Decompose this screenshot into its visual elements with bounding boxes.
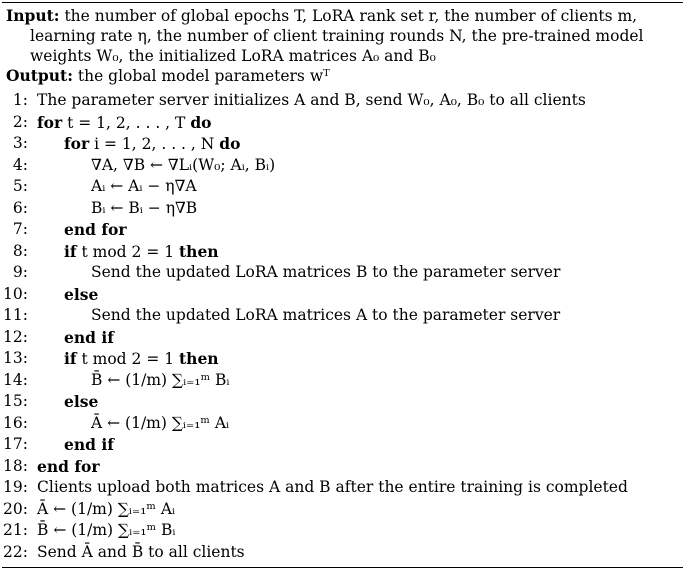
line-text: Aᵢ ← Aᵢ − η∇A (91, 177, 197, 195)
line-text: for i = 1, 2, . . . , N do (64, 134, 241, 153)
line-text: end if (64, 327, 114, 347)
algo-line (2, 413, 683, 435)
line-text: B̄ ← (1/m) ∑ᵢ₌₁ᵐ Bᵢ (37, 521, 176, 539)
line-number: 7: (12, 220, 28, 238)
line-text: else (64, 392, 99, 411)
algorithm-lines (2, 90, 683, 563)
line-number: 2: (12, 112, 28, 131)
line-text: else (64, 284, 99, 304)
line-text: Send the updated LoRA matrices B to the parameter server (91, 263, 561, 281)
algo-line (2, 133, 683, 155)
line-number: 18: (3, 456, 28, 475)
line-number: 16: (3, 413, 28, 432)
line-text: ∇A, ∇B ← ∇Lᵢ(W₀; Aᵢ, Bᵢ) (91, 155, 276, 174)
top-rule (2, 2, 683, 3)
output-text: the global model parameters wᵀ (77, 67, 330, 85)
algo-line (2, 391, 683, 413)
algo-line (2, 370, 683, 392)
line-text: Send Ā and B̄ to all clients (37, 542, 245, 561)
line-number: 22: (3, 542, 28, 561)
algo-line (2, 456, 683, 478)
algo-line (2, 198, 683, 220)
algo-line (2, 499, 683, 521)
algo-line (2, 542, 683, 564)
line-number: 13: (3, 349, 28, 367)
line-number: 9: (12, 263, 28, 281)
line-text: if t mod 2 = 1 then (64, 241, 219, 261)
line-number: 14: (3, 370, 28, 389)
algo-line (2, 434, 683, 456)
line-number: 5: (12, 177, 28, 195)
line-number: 4: (12, 155, 28, 174)
output-section (6, 66, 680, 86)
algo-line (2, 305, 683, 327)
line-text: Bᵢ ← Bᵢ − η∇B (91, 198, 198, 217)
algo-line (2, 90, 683, 112)
algo-line (2, 176, 683, 198)
algo-line (2, 520, 683, 542)
line-number: 3: (12, 134, 28, 152)
line-text: end for (37, 456, 100, 476)
line-number: 19: (3, 478, 28, 496)
line-number: 12: (3, 327, 28, 346)
line-text: The parameter server initializes A and B, send W₀, A₀, B₀ to all clients (37, 91, 586, 109)
algo-line (2, 112, 683, 134)
input-line-1: the number of global epochs T, LoRA rank set r, the number of clients m, (64, 7, 638, 25)
line-text: for t = 1, 2, . . . , T do (37, 112, 212, 132)
algo-line (2, 155, 683, 177)
line-number: 11: (3, 306, 28, 324)
line-number: 21: (3, 521, 28, 539)
algo-line (2, 219, 683, 241)
line-text: Ā ← (1/m) ∑ᵢ₌₁ᵐ Aᵢ (91, 413, 230, 432)
algo-line (2, 477, 683, 499)
line-number: 20: (3, 499, 28, 518)
line-text: Clients upload both matrices A and B after the entire training is completed (37, 478, 628, 496)
line-text: if t mod 2 = 1 then (64, 349, 219, 368)
line-number: 8: (12, 241, 28, 260)
line-text: end if (64, 435, 114, 454)
algo-line (2, 241, 683, 263)
line-number: 6: (12, 198, 28, 217)
input-section (6, 6, 680, 66)
output-label: Output: (6, 66, 73, 85)
algo-line (2, 262, 683, 284)
line-number: 17: (3, 435, 28, 453)
algo-line (2, 284, 683, 306)
algo-line (2, 327, 683, 349)
input-label: Input: (6, 6, 60, 25)
bottom-rule (2, 567, 683, 568)
line-number: 15: (3, 392, 28, 410)
algorithm-block (2, 0, 683, 571)
algo-line (2, 348, 683, 370)
input-line-3: weights W₀, the initialized LoRA matrices A₀ and B₀ (30, 47, 436, 65)
line-text: end for (64, 220, 127, 239)
line-text: Send the updated LoRA matrices A to the parameter server (91, 306, 561, 324)
line-number: 1: (12, 91, 28, 109)
line-number: 10: (3, 284, 28, 303)
input-line-2: learning rate η, the number of client training rounds N, the pre-trained model (30, 27, 644, 45)
line-text: B̄ ← (1/m) ∑ᵢ₌₁ᵐ Bᵢ (91, 370, 230, 389)
line-text: Ā ← (1/m) ∑ᵢ₌₁ᵐ Aᵢ (37, 499, 176, 518)
